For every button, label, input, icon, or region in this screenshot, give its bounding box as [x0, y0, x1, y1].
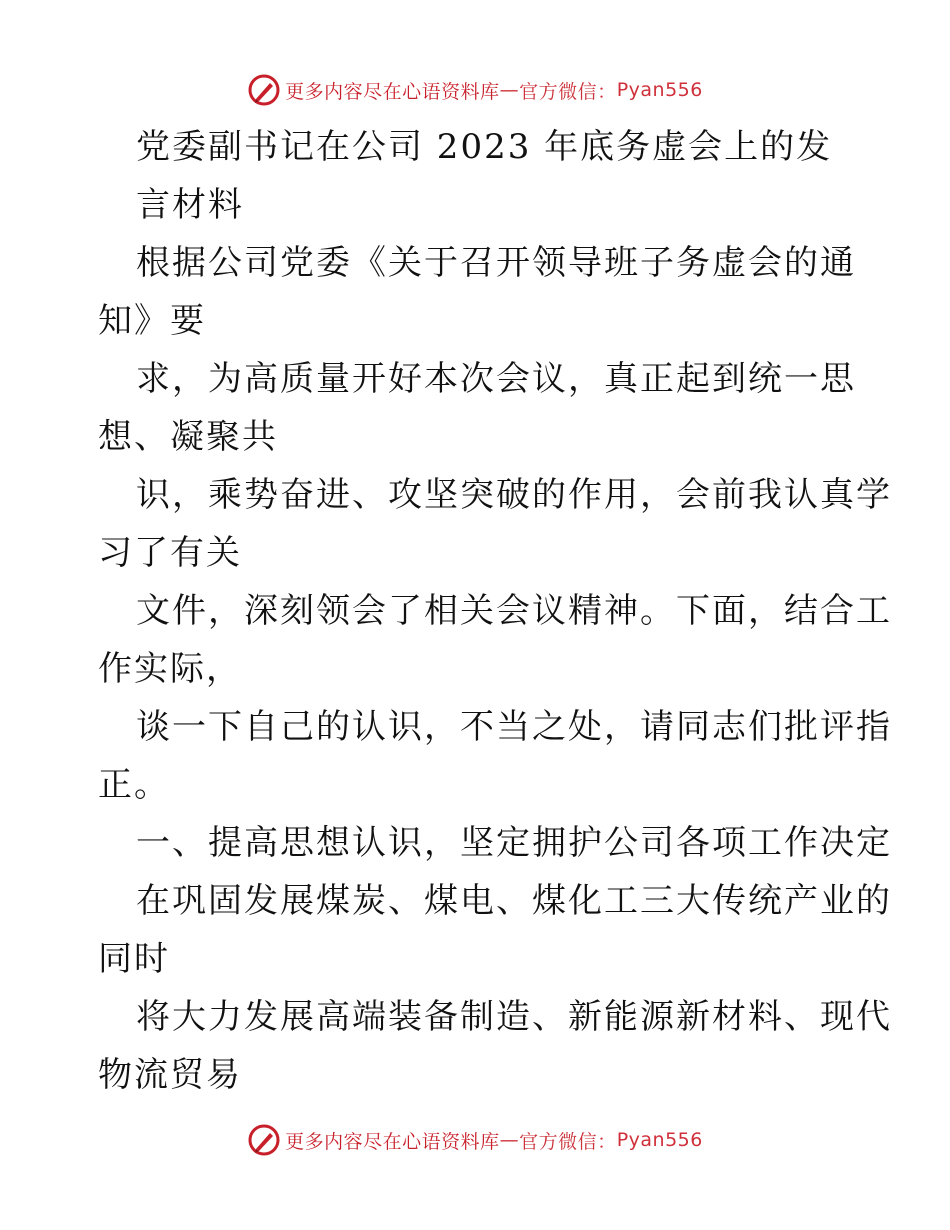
watermark-banner-top	[0, 70, 950, 110]
text-line: 同时	[98, 939, 170, 979]
watermark-sub-text: 官方微信：	[519, 1130, 617, 1153]
text-line: 知》要	[98, 301, 206, 341]
watermark-separator: —	[499, 1129, 520, 1151]
text-line: 作实际，	[98, 649, 242, 689]
watermark-wechat-id: Pyan556	[616, 79, 703, 101]
watermark-main-text: 更多内容尽在心语资料库	[285, 80, 500, 103]
quill-logo-icon	[247, 1123, 281, 1157]
text-line: 正。	[98, 765, 170, 805]
text-line: 将大力发展高端装备制造、新能源新材料、现代	[136, 997, 892, 1037]
watermark-wechat-id: Pyan556	[616, 1129, 703, 1151]
text-line: 物流贸易	[98, 1055, 242, 1095]
watermark-sub-text: 官方微信：	[519, 80, 617, 103]
text-line: 谈一下自己的认识，不当之处，请同志们批评指	[136, 707, 892, 747]
document-body	[98, 118, 892, 1104]
text-line: 在巩固发展煤炭、煤电、煤化工三大传统产业的	[136, 881, 892, 921]
watermark-separator: —	[499, 79, 520, 101]
text-line: 言材料	[136, 185, 244, 225]
text-line: 习了有关	[98, 533, 242, 573]
text-line: 一、提高思想认识，坚定拥护公司各项工作决定	[136, 823, 892, 863]
text-line: 文件，深刻领会了相关会议精神。下面，结合工	[136, 591, 892, 631]
watermark-banner-bottom	[0, 1120, 950, 1160]
quill-logo-icon	[247, 73, 281, 107]
watermark-main-text: 更多内容尽在心语资料库	[285, 1130, 500, 1153]
text-line: 根据公司党委《关于召开领导班子务虚会的通	[136, 243, 856, 283]
text-line: 识，乘势奋进、攻坚突破的作用，会前我认真学	[136, 475, 892, 515]
text-line: 想、凝聚共	[98, 417, 278, 457]
text-line: 党委副书记在公司 2023 年底务虚会上的发	[136, 127, 833, 167]
text-line: 求，为高质量开好本次会议，真正起到统一思	[136, 359, 856, 399]
